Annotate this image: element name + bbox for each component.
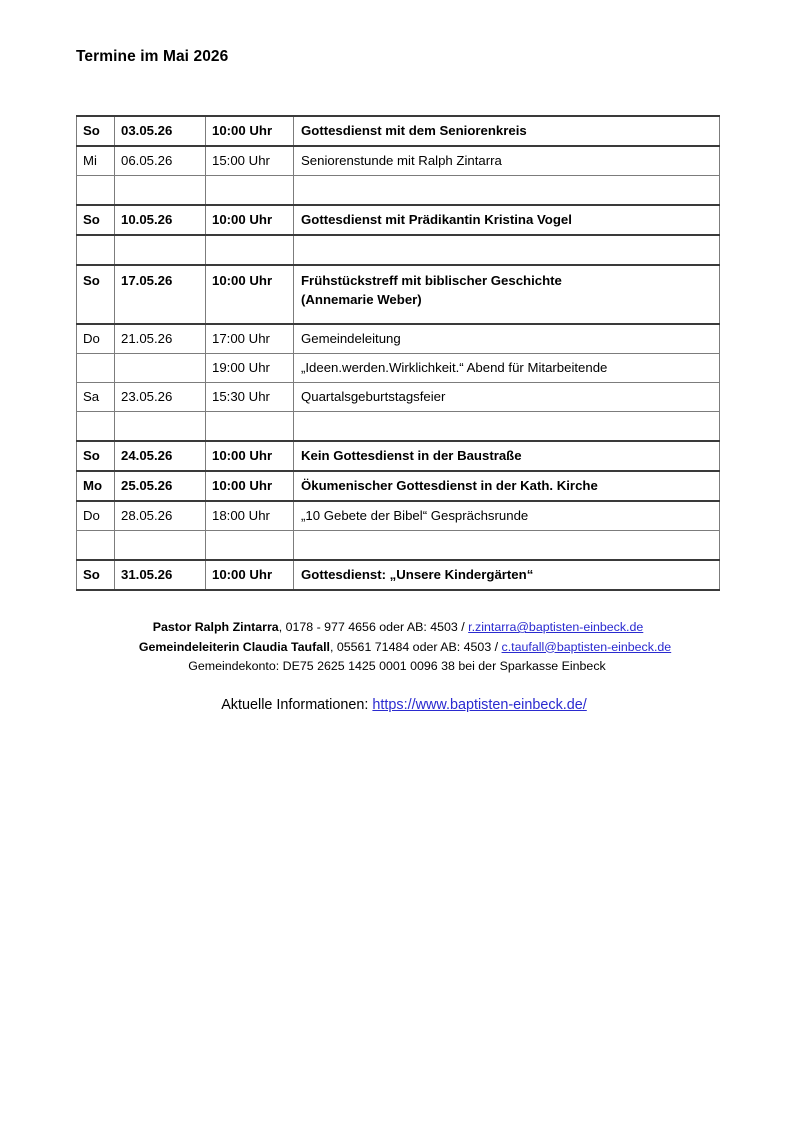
table-row xyxy=(77,531,720,561)
description-line: Kein Gottesdienst in der Baustraße xyxy=(301,448,522,464)
table-row xyxy=(77,205,720,235)
cell-day: Do xyxy=(77,501,115,531)
cell-day: So xyxy=(77,560,115,590)
cell-date xyxy=(115,354,206,383)
cell-description xyxy=(294,441,720,471)
table-row xyxy=(77,501,720,531)
cell-date: 10.05.26 xyxy=(115,205,206,235)
cell-description xyxy=(294,354,720,383)
cell-description xyxy=(294,116,720,146)
cell-date xyxy=(115,176,206,206)
leader-name: Gemeindeleiterin Claudia Taufall xyxy=(138,639,330,654)
cell-day: Mi xyxy=(77,146,115,176)
website-link[interactable]: https://www.baptisten-einbeck.de/ xyxy=(372,697,587,713)
cell-date xyxy=(115,235,206,265)
description-line: Seniorenstunde mit Ralph Zintarra xyxy=(301,153,502,169)
table-row xyxy=(77,412,720,442)
cell-time xyxy=(206,412,294,442)
pastor-email-link[interactable]: r.zintarra@baptisten-einbeck.de xyxy=(468,620,644,634)
cell-day xyxy=(77,235,115,265)
description-line: „10 Gebete der Bibel“ Gesprächsrunde xyxy=(301,508,529,524)
contact-line-pastor xyxy=(0,618,794,638)
current-info-label: Aktuelle Informationen: xyxy=(221,697,369,713)
cell-date xyxy=(115,412,206,442)
cell-date: 31.05.26 xyxy=(115,560,206,590)
cell-day: So xyxy=(77,265,115,324)
cell-day xyxy=(77,176,115,206)
table-row xyxy=(77,354,720,383)
cell-description xyxy=(294,412,720,442)
cell-date: 17.05.26 xyxy=(115,265,206,324)
description-line: Gottesdienst mit dem Seniorenkreis xyxy=(301,123,527,139)
description-line: Ökumenischer Gottesdienst in der Kath. Kirche xyxy=(301,478,598,494)
cell-description xyxy=(294,560,720,590)
cell-date: 25.05.26 xyxy=(115,471,206,501)
cell-date: 24.05.26 xyxy=(115,441,206,471)
current-info-line xyxy=(0,697,794,713)
cell-date: 21.05.26 xyxy=(115,324,206,354)
description-line: Quartalsgeburtstagsfeier xyxy=(301,389,446,405)
cell-time: 10:00 Uhr xyxy=(206,205,294,235)
leader-email-link[interactable]: c.taufall@baptisten-einbeck.de xyxy=(501,639,672,654)
cell-time: 10:00 Uhr xyxy=(206,116,294,146)
page-title: Termine im Mai 2026 xyxy=(76,48,229,65)
cell-description xyxy=(294,146,720,176)
description-line: „Ideen.werden.Wirklichkeit.“ Abend für Mitarbeitende xyxy=(301,360,608,376)
cell-date: 28.05.26 xyxy=(115,501,206,531)
cell-time: 19:00 Uhr xyxy=(206,354,294,383)
cell-time: 18:00 Uhr xyxy=(206,501,294,531)
schedule-table xyxy=(76,115,720,591)
cell-day: Sa xyxy=(77,383,115,412)
description-line: (Annemarie Weber) xyxy=(301,292,422,308)
cell-description xyxy=(294,471,720,501)
cell-date xyxy=(115,531,206,561)
cell-day: So xyxy=(77,116,115,146)
contact-block xyxy=(0,618,794,677)
cell-time xyxy=(206,176,294,206)
table-row xyxy=(77,116,720,146)
leader-phone: , 05561 71484 oder AB: 4503 / xyxy=(330,639,502,654)
cell-time: 10:00 Uhr xyxy=(206,265,294,324)
cell-time: 17:00 Uhr xyxy=(206,324,294,354)
cell-time xyxy=(206,531,294,561)
cell-time: 10:00 Uhr xyxy=(206,560,294,590)
cell-description xyxy=(294,176,720,206)
table-row xyxy=(77,235,720,265)
table-row xyxy=(77,560,720,590)
table-row xyxy=(77,471,720,501)
cell-time: 15:30 Uhr xyxy=(206,383,294,412)
cell-description xyxy=(294,324,720,354)
cell-time xyxy=(206,235,294,265)
cell-day xyxy=(77,412,115,442)
bank-account-line: Gemeindekonto: DE75 2625 1425 0001 0096 38 bei der Sparkasse Einbeck xyxy=(188,659,606,673)
cell-date: 03.05.26 xyxy=(115,116,206,146)
cell-day: Do xyxy=(77,324,115,354)
cell-day xyxy=(77,354,115,383)
cell-description xyxy=(294,265,720,324)
description-line: Gottesdienst: „Unsere Kindergärten“ xyxy=(301,567,534,583)
table-row xyxy=(77,265,720,324)
table-row xyxy=(77,324,720,354)
cell-day: So xyxy=(77,441,115,471)
schedule-table-container xyxy=(76,115,719,591)
cell-time: 10:00 Uhr xyxy=(206,471,294,501)
table-row xyxy=(77,176,720,206)
table-row xyxy=(77,441,720,471)
pastor-phone: , 0178 - 977 4656 oder AB: 4503 / xyxy=(278,620,469,634)
cell-day xyxy=(77,531,115,561)
table-row xyxy=(77,146,720,176)
cell-description xyxy=(294,205,720,235)
table-row xyxy=(77,383,720,412)
cell-time: 10:00 Uhr xyxy=(206,441,294,471)
cell-day: So xyxy=(77,205,115,235)
cell-date: 23.05.26 xyxy=(115,383,206,412)
contact-line-leader xyxy=(0,638,794,658)
cell-description xyxy=(294,235,720,265)
pastor-name: Pastor Ralph Zintarra xyxy=(152,620,279,634)
cell-time: 15:00 Uhr xyxy=(206,146,294,176)
description-line: Gemeindeleitung xyxy=(301,331,401,347)
cell-description xyxy=(294,501,720,531)
cell-date: 06.05.26 xyxy=(115,146,206,176)
cell-day: Mo xyxy=(77,471,115,501)
cell-description xyxy=(294,531,720,561)
cell-description xyxy=(294,383,720,412)
description-line: Frühstückstreff mit biblischer Geschichte xyxy=(301,273,562,288)
description-line: Gottesdienst mit Prädikantin Kristina Vogel xyxy=(301,212,572,228)
